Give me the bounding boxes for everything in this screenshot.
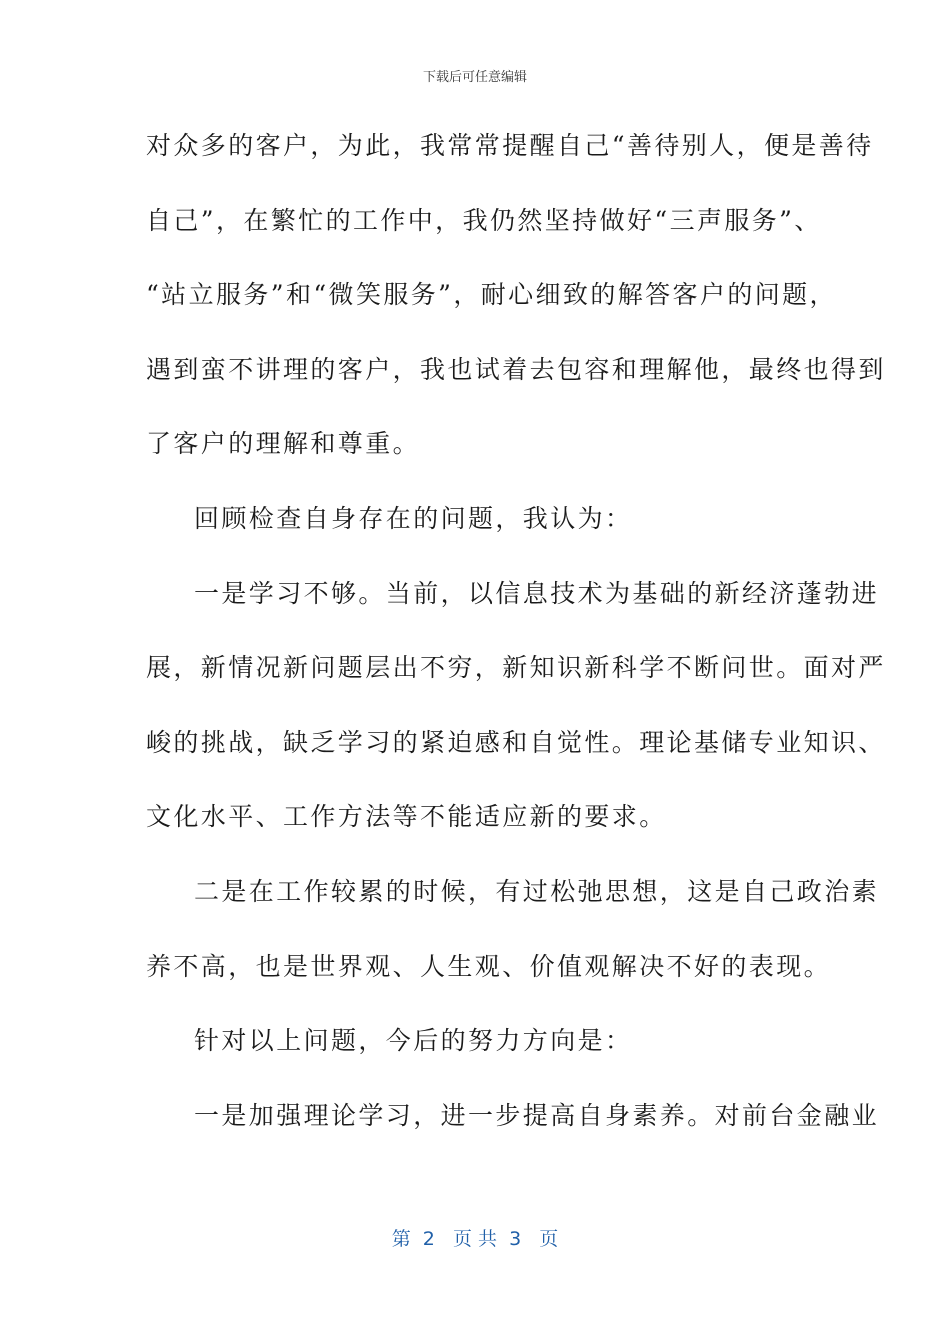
page-number-footer: 第 2 页 共 3 页 <box>391 1228 559 1250</box>
document-body <box>146 122 886 1166</box>
text-line-6: 回顾检查自身存在的问题，我认为： <box>194 503 633 533</box>
text-line-1: 对众多的客户，为此，我常常提醒自己“善待别人，便是善待 <box>146 131 874 160</box>
text-line-14: 一是加强理论学习，进一步提高自身素养。对前台金融业 <box>194 1100 880 1130</box>
text-line-10: 文化水平、工作方法等不能适应新的要求。 <box>146 802 667 832</box>
text-line-7: 一是学习不够。当前，以信息技术为基础的新经济蓬勃进 <box>194 578 880 608</box>
text-line-4: 遇到蛮不讲理的客户，我也试着去包容和理解他，最终也得到 <box>146 354 886 384</box>
text-line-2: 自己”，在繁忙的工作中，我仍然坚持做好“三声服务”、 <box>146 205 822 235</box>
text-line-11: 二是在工作较累的时候，有过松弛思想，这是自己政治素 <box>194 876 880 906</box>
text-line-8: 展，新情况新问题层出不穷，新知识新科学不断问世。面对严 <box>146 653 886 683</box>
text-line-3: “站立服务”和“微笑服务”，耐心细致的解答客户的问题， <box>146 280 837 310</box>
text-line-13: 针对以上问题，今后的努力方向是： <box>194 1026 633 1056</box>
text-line-12: 养不高，也是世界观、人生观、价值观解决不好的表现。 <box>146 951 832 981</box>
text-line-5: 了客户的理解和尊重。 <box>146 429 421 459</box>
page-header: 下载后可任意编辑 <box>422 70 527 85</box>
text-line-9: 峻的挑战，缺乏学习的紧迫感和自觉性。理论基储专业知识、 <box>146 727 886 757</box>
